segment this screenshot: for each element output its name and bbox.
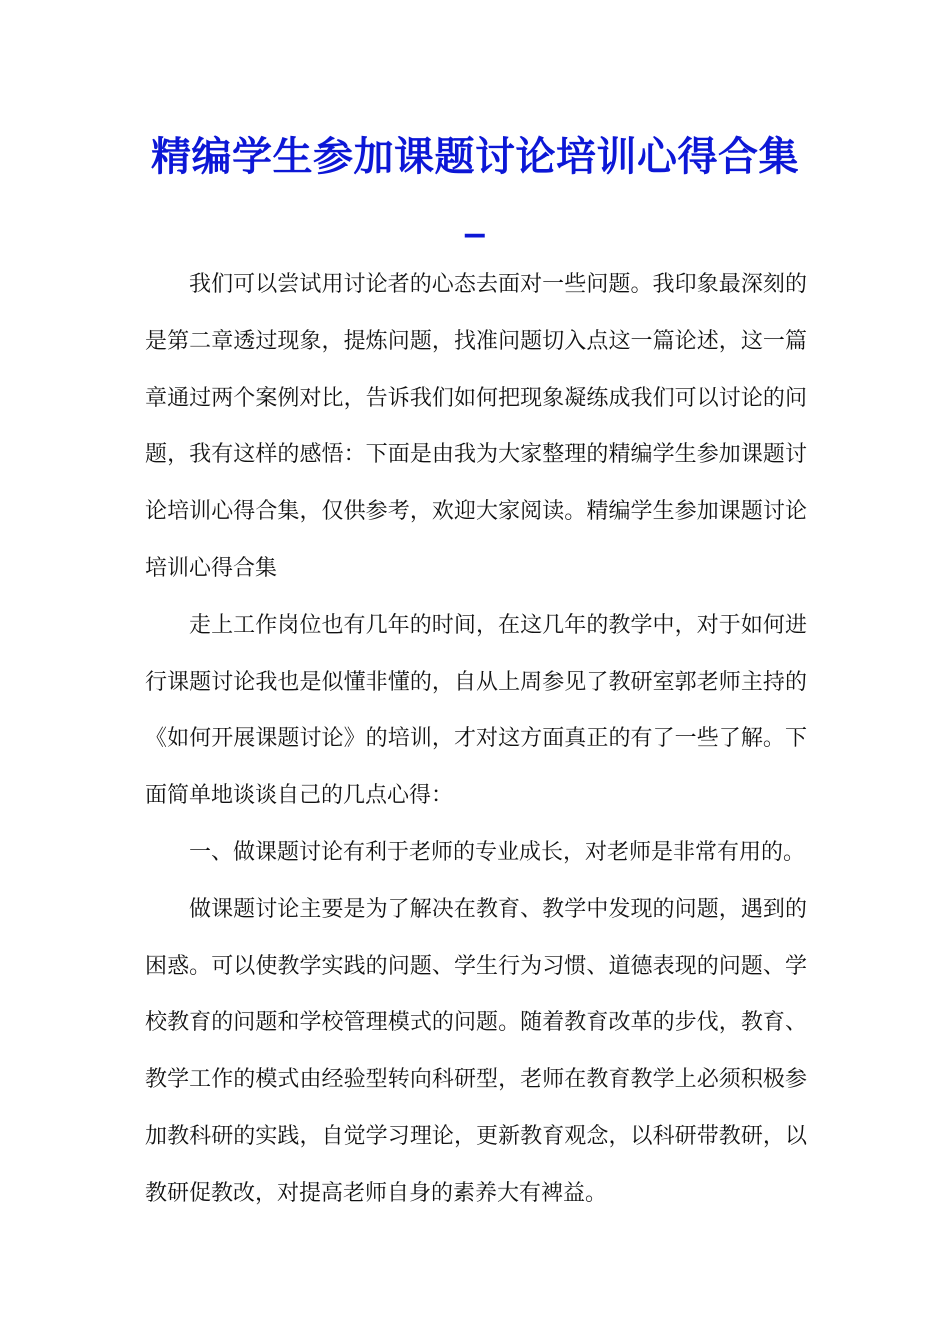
paragraph: 走上工作岗位也有几年的时间，在这几年的教学中，对于如何进行课题讨论我也是似懂非懂的，自从上周参见了教研室郭老师主持的《如何开展课题讨论》的培训，才对这方面真正的有了一些了解。下面简单地谈谈自己的几点心得： (145, 612, 807, 809)
paragraph: 我们可以尝试用讨论者的心态去面对一些问题。我印象最深刻的是第二章透过现象，提炼问题，找准问题切入点这一篇论述，这一篇章通过两个案例对比，告诉我们如何把现象凝练成我们可以讨论的问题，我有这样的感悟：下面是由我为大家整理的精编学生参加课题讨论培训心得合集，仅供参考，欢迎大家阅读。精编学生参加课题讨论培训心得合集 (145, 272, 807, 581)
document-title: 精编学生参加课题讨论培训心得合集_ (151, 133, 799, 238)
paragraph: 一、做课题讨论有利于老师的专业成长，对老师是非常有用的。 (189, 839, 806, 865)
paragraph: 做课题讨论主要是为了解决在教育、教学中发现的问题，遇到的困惑。可以使教学实践的问题、学生行为习惯、道德表现的问题、学校教育的问题和学校管理模式的问题。随着教育改革的步伐，教育、教学工作的模式由经验型转向科研型，老师在教育教学上必须积极参加教科研的实践，自觉学习理论，更新教育观念，以科研带教研，以教研促教改，对提高老师自身的素养大有裨益。 (145, 896, 807, 1206)
document-body (145, 257, 807, 1223)
